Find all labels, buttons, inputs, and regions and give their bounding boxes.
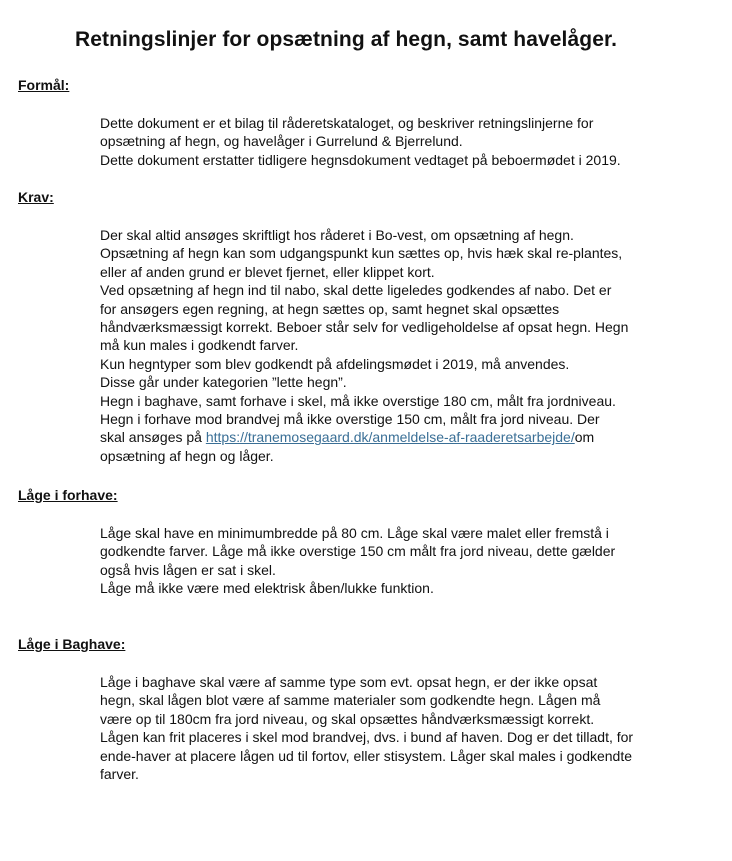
text-line: Opsætning af hegn kan som udgangspunkt kun sættes op, hvis hæk skal re-plantes, <box>100 245 623 262</box>
text-line: Hegn i forhave mod brandvej må ikke overstige 150 cm, målt fra jord niveau. Der <box>100 411 600 428</box>
text-line-with-link <box>100 428 690 446</box>
paragraph-laage-baghave <box>100 673 690 783</box>
text-line: Lågen kan frit placeres i skel mod brandvej, dvs. i bund af haven. Dog er det tilladt, for <box>100 729 634 746</box>
heading-laage-baghave: Låge i Baghave: <box>18 636 126 652</box>
text-line: opsætning af hegn, og havelåger i Gurrelund & Bjerrelund. <box>100 133 463 150</box>
text-line: være op til 180cm fra jord niveau, og skal opsættes håndværksmæssigt korrekt. <box>100 710 595 727</box>
heading-laage-forhave: Låge i forhave: <box>18 487 118 503</box>
text-line: hegn, skal lågen blot være af samme materialer som godkendte hegn. Lågen må <box>100 692 601 709</box>
text-line: ende-haver at placere lågen ud til fortov, eller stisystem. Låger skal males i godkendte <box>100 747 633 764</box>
text-line: Hegn i baghave, samt forhave i skel, må ikke overstige 180 cm, målt fra jordniveau. <box>100 392 616 409</box>
text-line: Låge må ikke være med elektrisk åben/lukke funktion. <box>100 580 434 597</box>
paragraph-krav <box>100 226 690 465</box>
paragraph-laage-forhave <box>100 524 690 598</box>
raaderet-link[interactable]: https://tranemosegaard.dk/anmeldelse-af-raaderetsarbejde/ <box>205 429 575 446</box>
text-line: Ved opsætning af hegn ind til nabo, skal dette ligeledes godkendes af nabo. Det er <box>100 282 612 299</box>
link-prefix: skal ansøges på <box>100 429 206 446</box>
text-line: for ansøgers egen regning, at hegn sættes op, samt hegnet skal opsættes <box>100 300 560 317</box>
text-line: farver. <box>100 766 139 783</box>
text-line: Låge skal have en minimumbredde på 80 cm. Låge skal være malet eller fremstå i <box>100 525 609 541</box>
heading-formaal: Formål: <box>18 77 70 93</box>
text-line: må kun males i godkendt farver. <box>100 337 299 354</box>
paragraph-formaal <box>100 114 690 169</box>
text-line: eller af anden grund er blevet fjernet, eller klippet kort. <box>100 263 435 280</box>
text-line: Låge i baghave skal være af samme type som evt. opsat hegn, er der ikke opsat <box>100 674 598 690</box>
text-line: godkendte farver. Låge må ikke overstige 150 cm målt fra jord niveau, dette gælder <box>100 543 616 560</box>
link-suffix: om <box>574 429 595 446</box>
text-line: opsætning af hegn og låger. <box>100 447 274 464</box>
text-line: Disse går under kategorien ”lette hegn”. <box>100 374 347 391</box>
document-title: Retningslinjer for opsætning af hegn, samt havelåger. <box>74 28 618 51</box>
text-line: Der skal altid ansøges skriftligt hos råderet i Bo-vest, om opsætning af hegn. <box>100 227 574 243</box>
text-line: håndværksmæssigt korrekt. Beboer står selv for vedligeholdelse af opsat hegn. Hegn <box>100 319 629 336</box>
text-line: Kun hegntyper som blev godkendt på afdelingsmødet i 2019, må anvendes. <box>100 355 570 372</box>
heading-krav: Krav: <box>18 189 54 205</box>
text-line: også hvis lågen er sat i skel. <box>100 561 276 578</box>
text-line: Dette dokument erstatter tidligere hegnsdokument vedtaget på beboermødet i 2019. <box>100 151 621 168</box>
text-line: Dette dokument er et bilag til råderetskataloget, og beskriver retningslinjerne for <box>100 115 594 131</box>
